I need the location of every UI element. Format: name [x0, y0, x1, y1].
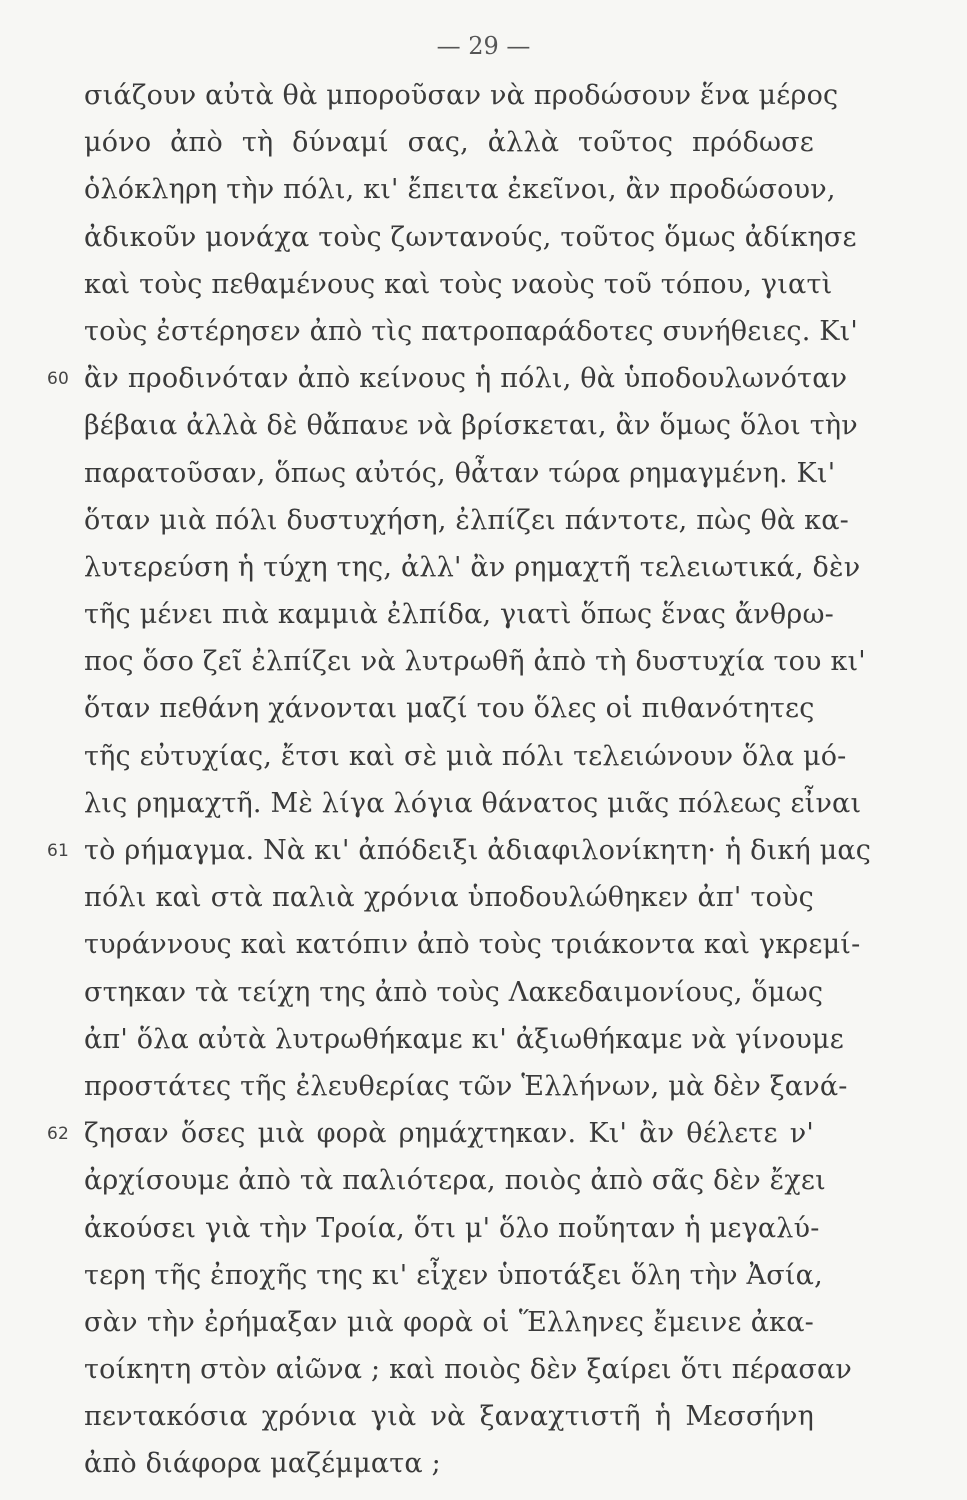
line-text: παρατοῦσαν, ὅπως αὐτός, θἆταν τώρα ρημαγμένη. Κι' — [84, 457, 836, 489]
line-text: πος ὅσο ζεῖ ἐλπίζει νὰ λυτρωθῆ ἀπὸ τὴ δυστυχία του κι' — [84, 646, 866, 678]
text-line — [84, 76, 839, 123]
line-text: τοίκητη στὸν αἰῶνα ; καὶ ποιὸς δὲν ξαίρει ὅτι πέρασαν — [84, 1354, 853, 1386]
text-line — [84, 925, 861, 972]
text-line — [84, 1397, 814, 1444]
text-line — [84, 689, 814, 736]
line-text: τοὺς ἐστέρησεν ἀπὸ τὶς πατροπαράδοτες συνήθειες. Κι' — [84, 315, 859, 347]
page-number-header: — 29 — — [436, 32, 531, 60]
line-text: λις ρημαχτῆ. Μὲ λίγα λόγια θάνατος μιᾶς πόλεως εἶναι — [84, 787, 862, 819]
text-line — [84, 595, 834, 642]
text-line — [84, 548, 861, 595]
text-line — [84, 1161, 826, 1208]
text-line — [84, 406, 858, 453]
text-line — [84, 1444, 814, 1491]
text-line — [84, 123, 814, 170]
line-text: τῆς μένει πιὰ καμμιὰ ἐλπίδα, γιατὶ ὅπως ἕνας ἄνθρω- — [84, 599, 834, 631]
text-line — [84, 784, 862, 831]
line-text: σὰν τὴν ἐρήμαξαν μιὰ φορὰ οἱ Ἕλληνες ἔμεινε ἀκα- — [84, 1306, 814, 1338]
text-line — [84, 312, 859, 359]
line-text: πόλι καὶ στὰ παλιὰ χρόνια ὑποδουλώθηκεν ἀπ' τοὺς — [84, 882, 814, 914]
text-line — [84, 642, 866, 689]
line-text: τερη τῆς ἐποχῆς της κι' εἶχεν ὑποτάξει ὅλη τὴν Ἀσία, — [84, 1259, 823, 1291]
line-text: πεντακόσια χρόνια γιὰ νὰ ξαναχτιστῆ ἡ Μεσσήνη — [84, 1401, 814, 1433]
text-line — [84, 1209, 820, 1256]
text-line — [84, 170, 836, 217]
line-text: τὸ ρήμαγμα. Νὰ κι' ἀπόδειξι ἀδιαφιλονίκητη· ἡ δική μας — [84, 835, 872, 866]
text-line — [84, 501, 849, 548]
text-line — [84, 1350, 853, 1397]
text-line — [84, 1067, 848, 1114]
line-text: στηκαν τὰ τείχη της ἀπὸ τοὺς Λακεδαιμονίους, ὅμως — [84, 976, 824, 1008]
text-line — [84, 878, 814, 925]
text-line — [47, 831, 872, 878]
line-text: ἀπ' ὅλα αὐτὰ λυτρωθήκαμε κι' ἀξιωθήκαμε νὰ γίνουμε — [84, 1023, 844, 1055]
line-text: μόνο ἀπὸ τὴ δύναμί σας, ἀλλὰ τοῦτος πρόδωσε — [84, 127, 814, 159]
text-line — [84, 218, 857, 265]
line-text: προστάτες τῆς ἐλευθερίας τῶν Ἑλλήνων, μὰ δὲν ξανά- — [84, 1070, 848, 1102]
line-text: ἀπὸ διάφορα μαζέμματα ; — [84, 1448, 441, 1480]
text-line — [47, 1114, 814, 1161]
line-text: τῆς εὐτυχίας, ἔτσι καὶ σὲ μιὰ πόλι τελειώνουν ὅλα μό- — [84, 740, 847, 772]
line-text: ὅταν μιὰ πόλι δυστυχήση, ἐλπίζει πάντοτε, πὼς θὰ κα- — [84, 504, 849, 536]
line-text: ὁλόκληρη τὴν πόλι, κι' ἔπειτα ἐκεῖνοι, ἂν προδώσουν, — [84, 174, 836, 206]
line-text: ἀρχίσουμε ἀπὸ τὰ παλιότερα, ποιὸς ἀπὸ σᾶς δὲν ἔχει — [84, 1165, 826, 1197]
text-line — [84, 1256, 823, 1303]
text-line — [84, 737, 847, 784]
line-text: ἂν προδινόταν ἀπὸ κείνους ἡ πόλι, θὰ ὑποδουλωνόταν — [84, 363, 848, 395]
body-text — [47, 76, 872, 1492]
text-line — [84, 1303, 814, 1350]
line-text: καὶ τοὺς πεθαμένους καὶ τοὺς ναοὺς τοῦ τόπου, γιατὶ — [84, 268, 833, 300]
margin-line-number: 61 — [47, 841, 70, 861]
line-text: ἀκούσει γιὰ τὴν Τροία, ὅτι μ' ὅλο ποὔηταν ἡ μεγαλύ- — [84, 1212, 820, 1244]
margin-line-number: 62 — [47, 1124, 70, 1145]
line-text: βέβαια ἀλλὰ δὲ θἄπαυε νὰ βρίσκεται, ἂν ὅμως ὅλοι τὴν — [84, 410, 858, 442]
text-line — [84, 973, 824, 1020]
text-line — [47, 359, 848, 406]
text-line — [84, 1020, 844, 1067]
line-text: ἀδικοῦν μονάχα τοὺς ζωντανούς, τοῦτος ὅμως ἀδίκησε — [84, 221, 857, 253]
line-text: σιάζουν αὐτὰ θὰ μποροῦσαν νὰ προδώσουν ἕνα μέρος — [84, 80, 839, 111]
line-text: ὅταν πεθάνη χάνονται μαζί του ὅλες οἱ πιθανότητες — [84, 693, 815, 725]
margin-line-number: 60 — [47, 369, 70, 390]
text-line — [84, 265, 833, 312]
text-line — [84, 454, 836, 501]
line-text: λυτερεύση ἡ τύχη της, ἀλλ' ἂν ρημαχτῆ τελειωτικά, δὲν — [84, 551, 861, 583]
line-text: τυράννους καὶ κατόπιν ἀπὸ τοὺς τριάκοντα καὶ γκρεμί- — [84, 929, 861, 961]
line-text: ζησαν ὅσες μιὰ φορὰ ρημάχτηκαν. Κι' ἂν θέλετε ν' — [84, 1118, 814, 1150]
